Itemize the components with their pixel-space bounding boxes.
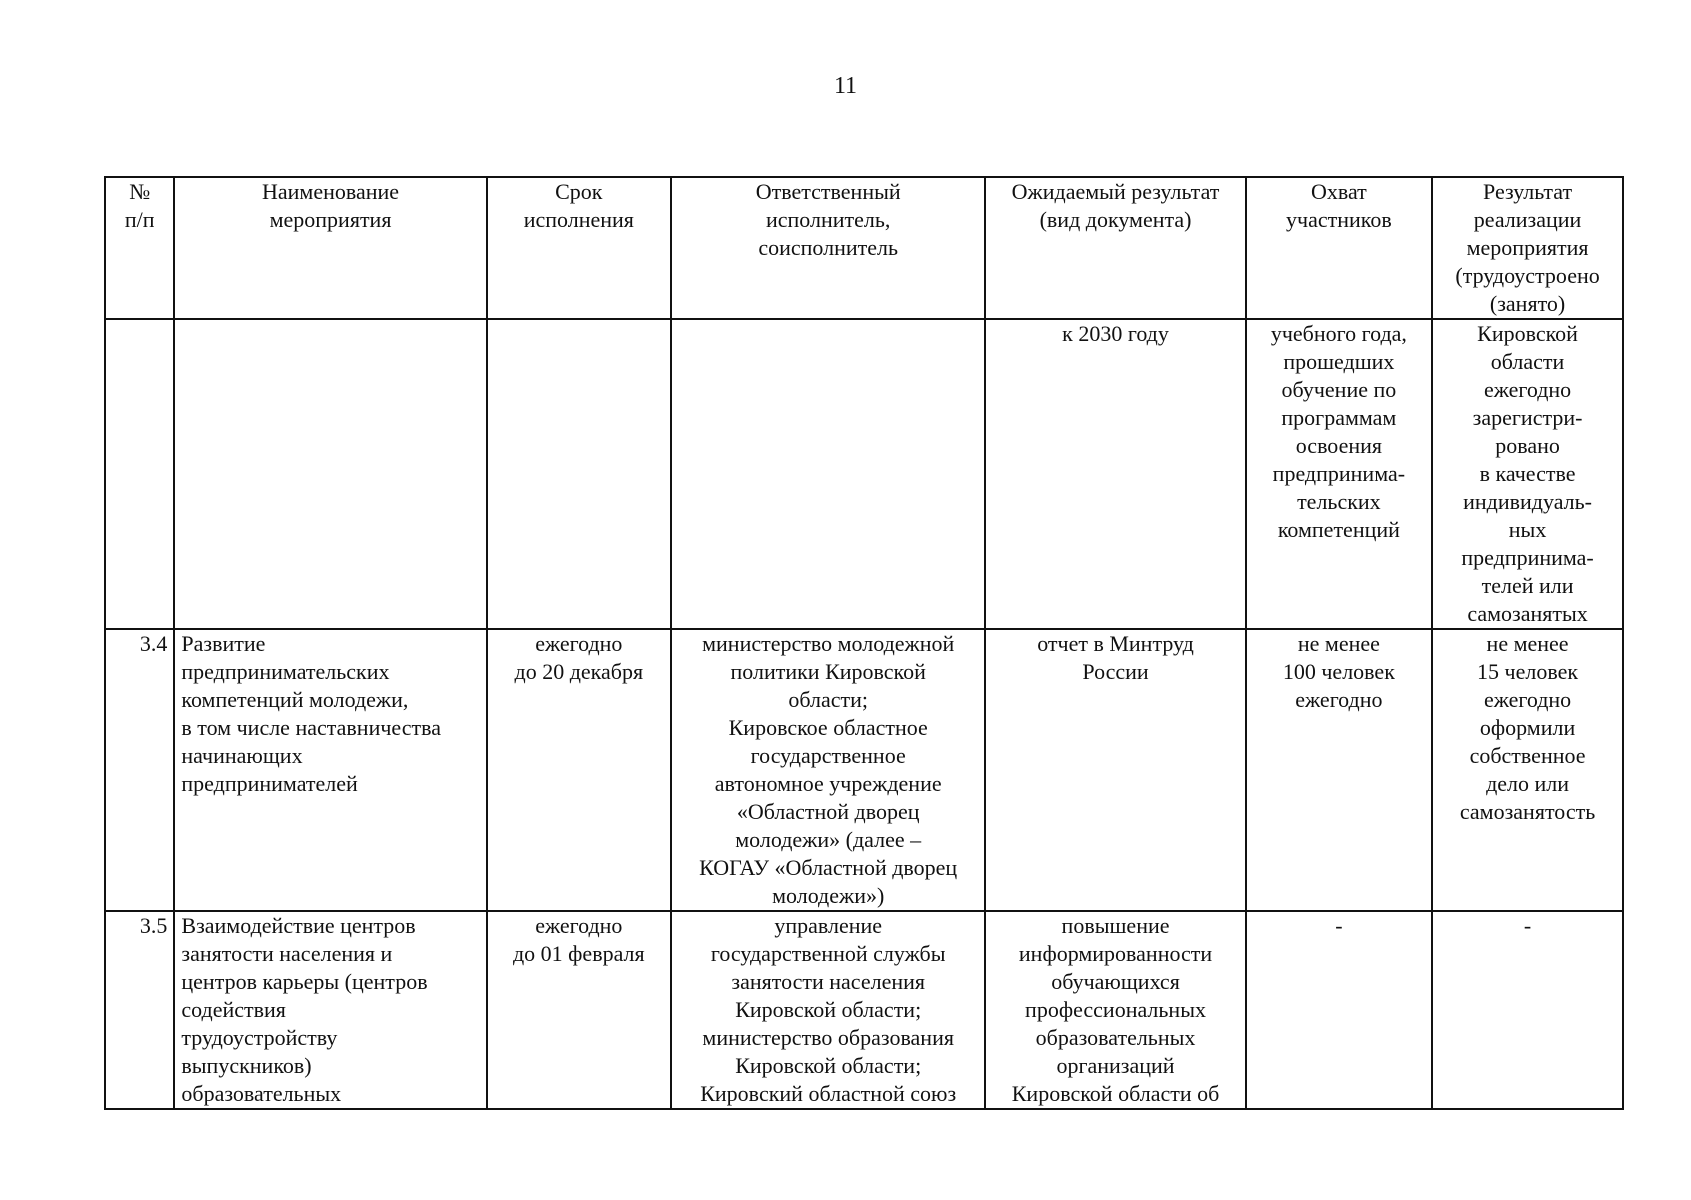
cell-text-line: ежегодно	[1483, 687, 1572, 712]
cell-text-line: управление	[774, 913, 883, 938]
cell-text-line: центров карьеры (центров	[181, 969, 428, 994]
cell-num	[105, 911, 174, 1109]
header-num	[105, 177, 174, 319]
cell-text-line: занятости населения	[731, 969, 926, 994]
cell-text-line: (трудоустроено	[1455, 263, 1600, 288]
cell-text-line: образовательных	[181, 1081, 342, 1106]
cell-text-line: области;	[788, 687, 869, 712]
cell-text-line: в качестве	[1479, 461, 1576, 486]
cell-text-line: ровано	[1495, 433, 1560, 458]
header-deadline	[487, 177, 671, 319]
cell-text-line: -	[1335, 913, 1343, 938]
cell-text-line: (занято)	[1489, 291, 1566, 316]
cell-text-line: 3.5	[139, 913, 168, 938]
cell-text-line: обучение по	[1281, 377, 1397, 402]
header-coverage	[1246, 177, 1432, 319]
cell-text-line: Взаимодействие центров	[181, 913, 416, 938]
cell-text-line: государственной службы	[710, 941, 946, 966]
cell-text-line: Срок	[555, 179, 603, 204]
cell-text-line: Кировской области;	[735, 997, 922, 1022]
cell-coverage	[1246, 629, 1432, 911]
cell-text-line: повышение	[1061, 913, 1170, 938]
table-header-row	[105, 177, 1623, 319]
cell-text-line: занятости населения и	[181, 941, 393, 966]
cell-text-line: к 2030 году	[1062, 321, 1169, 346]
cell-text-line: предпринимательских	[181, 659, 390, 684]
cell-text-line: «Областной дворец	[736, 799, 920, 824]
cell-text-line: самозанятость	[1459, 799, 1596, 824]
cell-text-line: начинающих	[181, 743, 303, 768]
cell-text-line: Кировское областное	[728, 715, 928, 740]
cell-responsible	[671, 629, 985, 911]
cell-text-line: Охват	[1310, 179, 1367, 204]
cell-text-line: до 20 декабря	[514, 659, 644, 684]
table-row-3-4	[105, 629, 1623, 911]
cell-text-line: 3.4	[139, 631, 168, 656]
cell-text-line: в том числе наставничества	[181, 715, 441, 740]
cell-text-line: 100 человек	[1282, 659, 1395, 684]
page-number: 11	[833, 73, 858, 99]
cell-text-line: компетенций	[1277, 517, 1400, 542]
cell-text-line: соисполнитель	[758, 235, 899, 260]
cell-text-line: зарегистри-	[1472, 405, 1583, 430]
cell-text-line: автономное учреждение	[714, 771, 942, 796]
cell-text-line: обучающихся	[1051, 969, 1180, 994]
cell-text-line: Кировской области;	[735, 1053, 922, 1078]
cell-text-line: до 01 февраля	[512, 941, 645, 966]
cell-expected-result	[985, 319, 1245, 629]
cell-text-line: Ответственный	[755, 179, 901, 204]
cell-coverage	[1246, 319, 1432, 629]
cell-text-line: дело или	[1486, 771, 1570, 796]
cell-text-line: отчет в Минтруд	[1037, 631, 1194, 656]
cell-deadline	[487, 911, 671, 1109]
cell-text-line: предпринима-	[1272, 461, 1406, 486]
cell-text-line: молодежи» (далее –	[735, 827, 922, 852]
cell-responsible	[671, 911, 985, 1109]
cell-text-line: профессиональных	[1025, 997, 1206, 1022]
cell-text-line: Развитие	[181, 631, 266, 656]
cell-text-line: политики Кировской	[730, 659, 926, 684]
cell-text-line: учебного года,	[1270, 321, 1407, 346]
cell-name	[174, 911, 486, 1109]
cell-text-line: -	[1523, 913, 1532, 938]
cell-text-line: программам	[1281, 405, 1397, 430]
cell-text-line: индивидуаль-	[1463, 489, 1592, 514]
cell-text-line: телей или	[1481, 573, 1574, 598]
cell-text-line: государственное	[750, 743, 906, 768]
cell-text-line: прошедших	[1283, 349, 1395, 374]
cell-name	[174, 629, 486, 911]
cell-num	[105, 629, 174, 911]
cell-deadline	[487, 629, 671, 911]
cell-text-line: мероприятия	[269, 207, 392, 232]
cell-text-line: освоения	[1295, 433, 1382, 458]
cell-text-line: ежегодно	[535, 913, 623, 938]
cell-text-line: ежегодно	[1295, 687, 1383, 712]
cell-text-line: информированности	[1018, 941, 1213, 966]
cell-text-line: предпринимателей	[181, 771, 358, 796]
cell-text-line: организаций	[1056, 1053, 1175, 1078]
cell-text-line: тельских	[1297, 489, 1381, 514]
cell-text-line: ежегодно	[535, 631, 623, 656]
cell-text-line: исполнения	[523, 207, 634, 232]
cell-responsible	[671, 319, 985, 629]
cell-coverage	[1246, 911, 1432, 1109]
cell-text-line: выпускников)	[181, 1053, 312, 1078]
cell-text-line: Наименование	[261, 179, 400, 204]
header-name	[174, 177, 486, 319]
cell-text-line: молодежи»)	[772, 883, 885, 908]
cell-num	[105, 319, 174, 629]
cell-text-line: предпринима-	[1461, 545, 1594, 570]
cell-text-line: не менее	[1297, 631, 1380, 656]
cell-text-line: области	[1490, 349, 1565, 374]
cell-text-line: №	[129, 179, 151, 204]
cell-text-line: исполнитель,	[765, 207, 891, 232]
cell-text-line: оформили	[1479, 715, 1576, 740]
table-row-continued	[105, 319, 1623, 629]
cell-text-line: трудоустройству	[181, 1025, 338, 1050]
cell-text-line: Результат	[1483, 179, 1573, 204]
cell-text-line: КОГАУ «Областной дворец	[699, 855, 958, 880]
cell-text-line: Кировской	[1477, 321, 1578, 346]
events-table	[104, 176, 1624, 1110]
cell-text-line: Кировской области об	[1011, 1081, 1220, 1106]
cell-text-line: Кировский областной союз	[700, 1081, 957, 1106]
cell-text-line: ежегодно	[1483, 377, 1572, 402]
header-responsible	[671, 177, 985, 319]
cell-text-line: Ожидаемый результат	[1011, 179, 1220, 204]
cell-result	[1432, 319, 1623, 629]
cell-deadline	[487, 319, 671, 629]
cell-result	[1432, 629, 1623, 911]
cell-text-line: (вид документа)	[1039, 207, 1192, 232]
header-result	[1432, 177, 1623, 319]
cell-expected-result	[985, 911, 1245, 1109]
table-row-3-5	[105, 911, 1623, 1109]
cell-result	[1432, 911, 1623, 1109]
cell-text-line: министерство образования	[702, 1025, 954, 1050]
cell-text-line: п/п	[124, 207, 155, 232]
cell-text-line: самозанятых	[1467, 601, 1588, 626]
cell-text-line: мероприятия	[1466, 235, 1589, 260]
cell-text-line: ных	[1508, 517, 1547, 542]
cell-name	[174, 319, 486, 629]
cell-text-line: 15 человек	[1477, 659, 1579, 684]
cell-text-line: собственное	[1469, 743, 1586, 768]
cell-text-line: содействия	[181, 997, 286, 1022]
cell-text-line: не менее	[1486, 631, 1569, 656]
cell-text-line: реализации	[1473, 207, 1582, 232]
cell-text-line: России	[1082, 659, 1149, 684]
cell-text-line: участников	[1286, 207, 1392, 232]
cell-expected-result	[985, 629, 1245, 911]
cell-text-line: компетенций молодежи,	[181, 687, 409, 712]
header-expected-result	[985, 177, 1245, 319]
cell-text-line: образовательных	[1035, 1025, 1196, 1050]
cell-text-line: министерство молодежной	[702, 631, 955, 656]
